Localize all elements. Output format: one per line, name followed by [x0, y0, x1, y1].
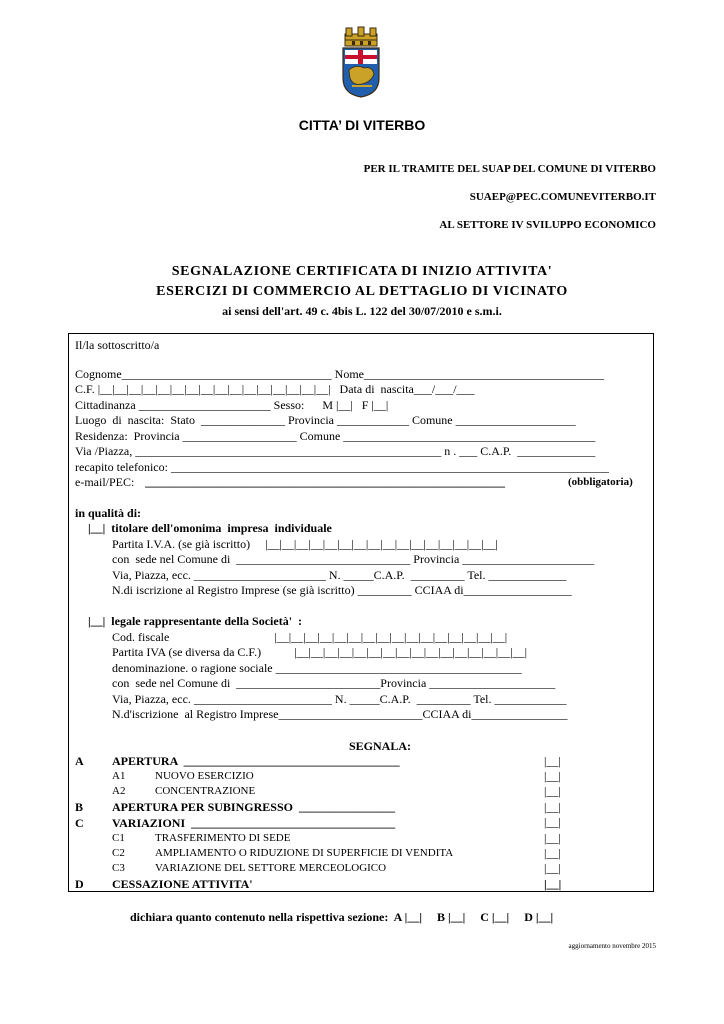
item-checkbox-c3[interactable]: |__|	[544, 861, 561, 875]
company-seat-field-2[interactable]: con sede nel Comune di ________________________Provincia _____________________	[112, 676, 556, 690]
item-checkbox-b[interactable]: |__|	[544, 800, 561, 814]
city-crest-logo	[338, 26, 384, 98]
item-label-closure: CESSAZIONE ATTIVITA'	[112, 877, 253, 891]
item-label-opening: APERTURA ____________________________________	[112, 754, 400, 768]
item-checkbox-a2[interactable]: |__|	[544, 784, 561, 798]
document-title: SEGNALAZIONE CERTIFICATA DI INIZIO ATTIVITA'	[171, 264, 553, 279]
item-letter-c: C	[75, 816, 84, 830]
birthplace-field[interactable]: Luogo di nascita: Stato ______________ Provincia ____________ Comune ____________________	[75, 413, 576, 427]
company-name-field[interactable]: denominazione. o ragione sociale _________________________________________	[112, 661, 522, 675]
item-letter-d: D	[75, 877, 84, 891]
city-name: CITTA’ DI VITERBO	[298, 117, 426, 133]
address-field[interactable]: Via /Piazza, ___________________________________________________ n . ___ C.A.P. _____________	[75, 444, 596, 458]
item-checkbox-c[interactable]: |__|	[544, 815, 561, 829]
update-note: aggiornamento novembre 2015	[568, 942, 656, 950]
item-label-concentration: CONCENTRAZIONE	[155, 785, 256, 797]
shield-icon	[343, 48, 379, 97]
declaration-line[interactable]: dichiara quanto contenuto nella rispettiva sezione: A |__| B |__| C |__| D |__|	[130, 910, 554, 924]
item-code-c1: C1	[112, 832, 125, 844]
item-checkbox-c1[interactable]: |__|	[544, 831, 561, 845]
item-label-surface-change: AMPLIAMENTO O RIDUZIONE DI SUPERFICIE DI VENDITA	[155, 847, 454, 859]
tax-code-birthdate-field[interactable]: C.F. |__|__|__|__|__|__|__|__|__|__|__|__|__|__|__|__| Data di nascita___/___/___	[75, 382, 475, 396]
sole-owner-checkbox[interactable]: |__| titolare dell'omonima impresa individuale	[88, 521, 332, 535]
registry-field[interactable]: N.di iscrizione al Registro Imprese (se già iscritto) _________ CCIAA di__________________	[112, 583, 572, 597]
item-code-c3: C3	[112, 862, 125, 874]
citizenship-sex-field[interactable]: Cittadinanza ______________________ Sesso: M |__| F |__|	[75, 398, 389, 412]
legal-reference: ai sensi dell'art. 49 c. 4bis L. 122 del 30/07/2010 e s.m.i.	[222, 304, 502, 318]
crown-icon	[345, 27, 377, 46]
registry-field-2[interactable]: N.d'iscrizione al Registro Imprese________________________CCIAA di________________	[112, 707, 568, 721]
item-code-a1: A1	[112, 770, 126, 782]
item-label-relocation: TRASFERIMENTO DI SEDE	[155, 832, 291, 844]
item-code-a2: A2	[112, 785, 126, 797]
company-address-field[interactable]: Via, Piazza, ecc. ______________________ N. _____C.A.P. _________ Tel. _____________	[112, 568, 567, 582]
report-heading: SEGNALA:	[348, 739, 411, 753]
email-pec-label: e-mail/PEC:	[75, 475, 138, 489]
recipient-line-1: PER IL TRAMITE DEL SUAP DEL COMUNE DI VITERBO	[363, 163, 656, 175]
residence-field[interactable]: Residenza: Provincia ___________________ Comune __________________________________________	[75, 429, 596, 443]
item-code-c2: C2	[112, 847, 125, 859]
item-letter-a: A	[75, 754, 84, 768]
item-checkbox-c2[interactable]: |__|	[544, 846, 561, 860]
phone-field[interactable]: recapito telefonico: _________________________________________________________________________	[75, 460, 609, 474]
legal-representative-checkbox[interactable]: |__| legale rappresentante della Società' :	[88, 614, 303, 628]
surname-name-field[interactable]: Cognome___________________________________ Nome________________________________________	[75, 367, 604, 381]
item-label-changes: VARIAZIONI __________________________________	[112, 816, 396, 830]
undersigned-label: Il/la sottoscritto/a	[75, 338, 160, 352]
recipient-pec: SUAEP@PEC.COMUNEVITERBO.IT	[469, 191, 656, 203]
company-address-field-2[interactable]: Via, Piazza, ecc. _______________________ N. _____C.A.P. _________ Tel. ____________	[112, 692, 567, 706]
company-tax-code-field[interactable]: Cod. fiscale |__|__|__|__|__|__|__|__|__|__|__|__|__|__|__|__|	[112, 630, 508, 644]
item-label-new-shop: NUOVO ESERCIZIO	[155, 770, 254, 782]
item-label-sector-change: VARIAZIONE DEL SETTORE MERCEOLOGICO	[155, 862, 387, 874]
item-label-takeover: APERTURA PER SUBINGRESSO ________________	[112, 800, 395, 814]
company-seat-field[interactable]: con sede nel Comune di _____________________________ Provincia ______________________	[112, 552, 595, 566]
document-subtitle: ESERCIZI DI COMMERCIO AL DETTAGLIO DI VICINATO	[156, 284, 568, 299]
email-pec-field[interactable]: ____________________________________________________________	[145, 475, 505, 489]
item-checkbox-d[interactable]: |__|	[544, 877, 562, 891]
recipient-line-3: AL SETTORE IV SVILUPPO ECONOMICO	[439, 219, 656, 231]
mandatory-note: (obbligatoria)	[568, 476, 633, 488]
vat-number-field[interactable]: Partita I.V.A. (se già iscritto) |__|__|__|__|__|__|__|__|__|__|__|__|__|__|__|__|	[112, 537, 498, 551]
capacity-heading: in qualità di:	[75, 506, 142, 520]
item-checkbox-a[interactable]: |__|	[544, 754, 561, 768]
company-vat-field[interactable]: Partita IVA (se diversa da C.F.) |__|__|__|__|__|__|__|__|__|__|__|__|__|__|__|__|	[112, 645, 527, 659]
item-checkbox-a1[interactable]: |__|	[544, 769, 561, 783]
item-letter-b: B	[75, 800, 84, 814]
